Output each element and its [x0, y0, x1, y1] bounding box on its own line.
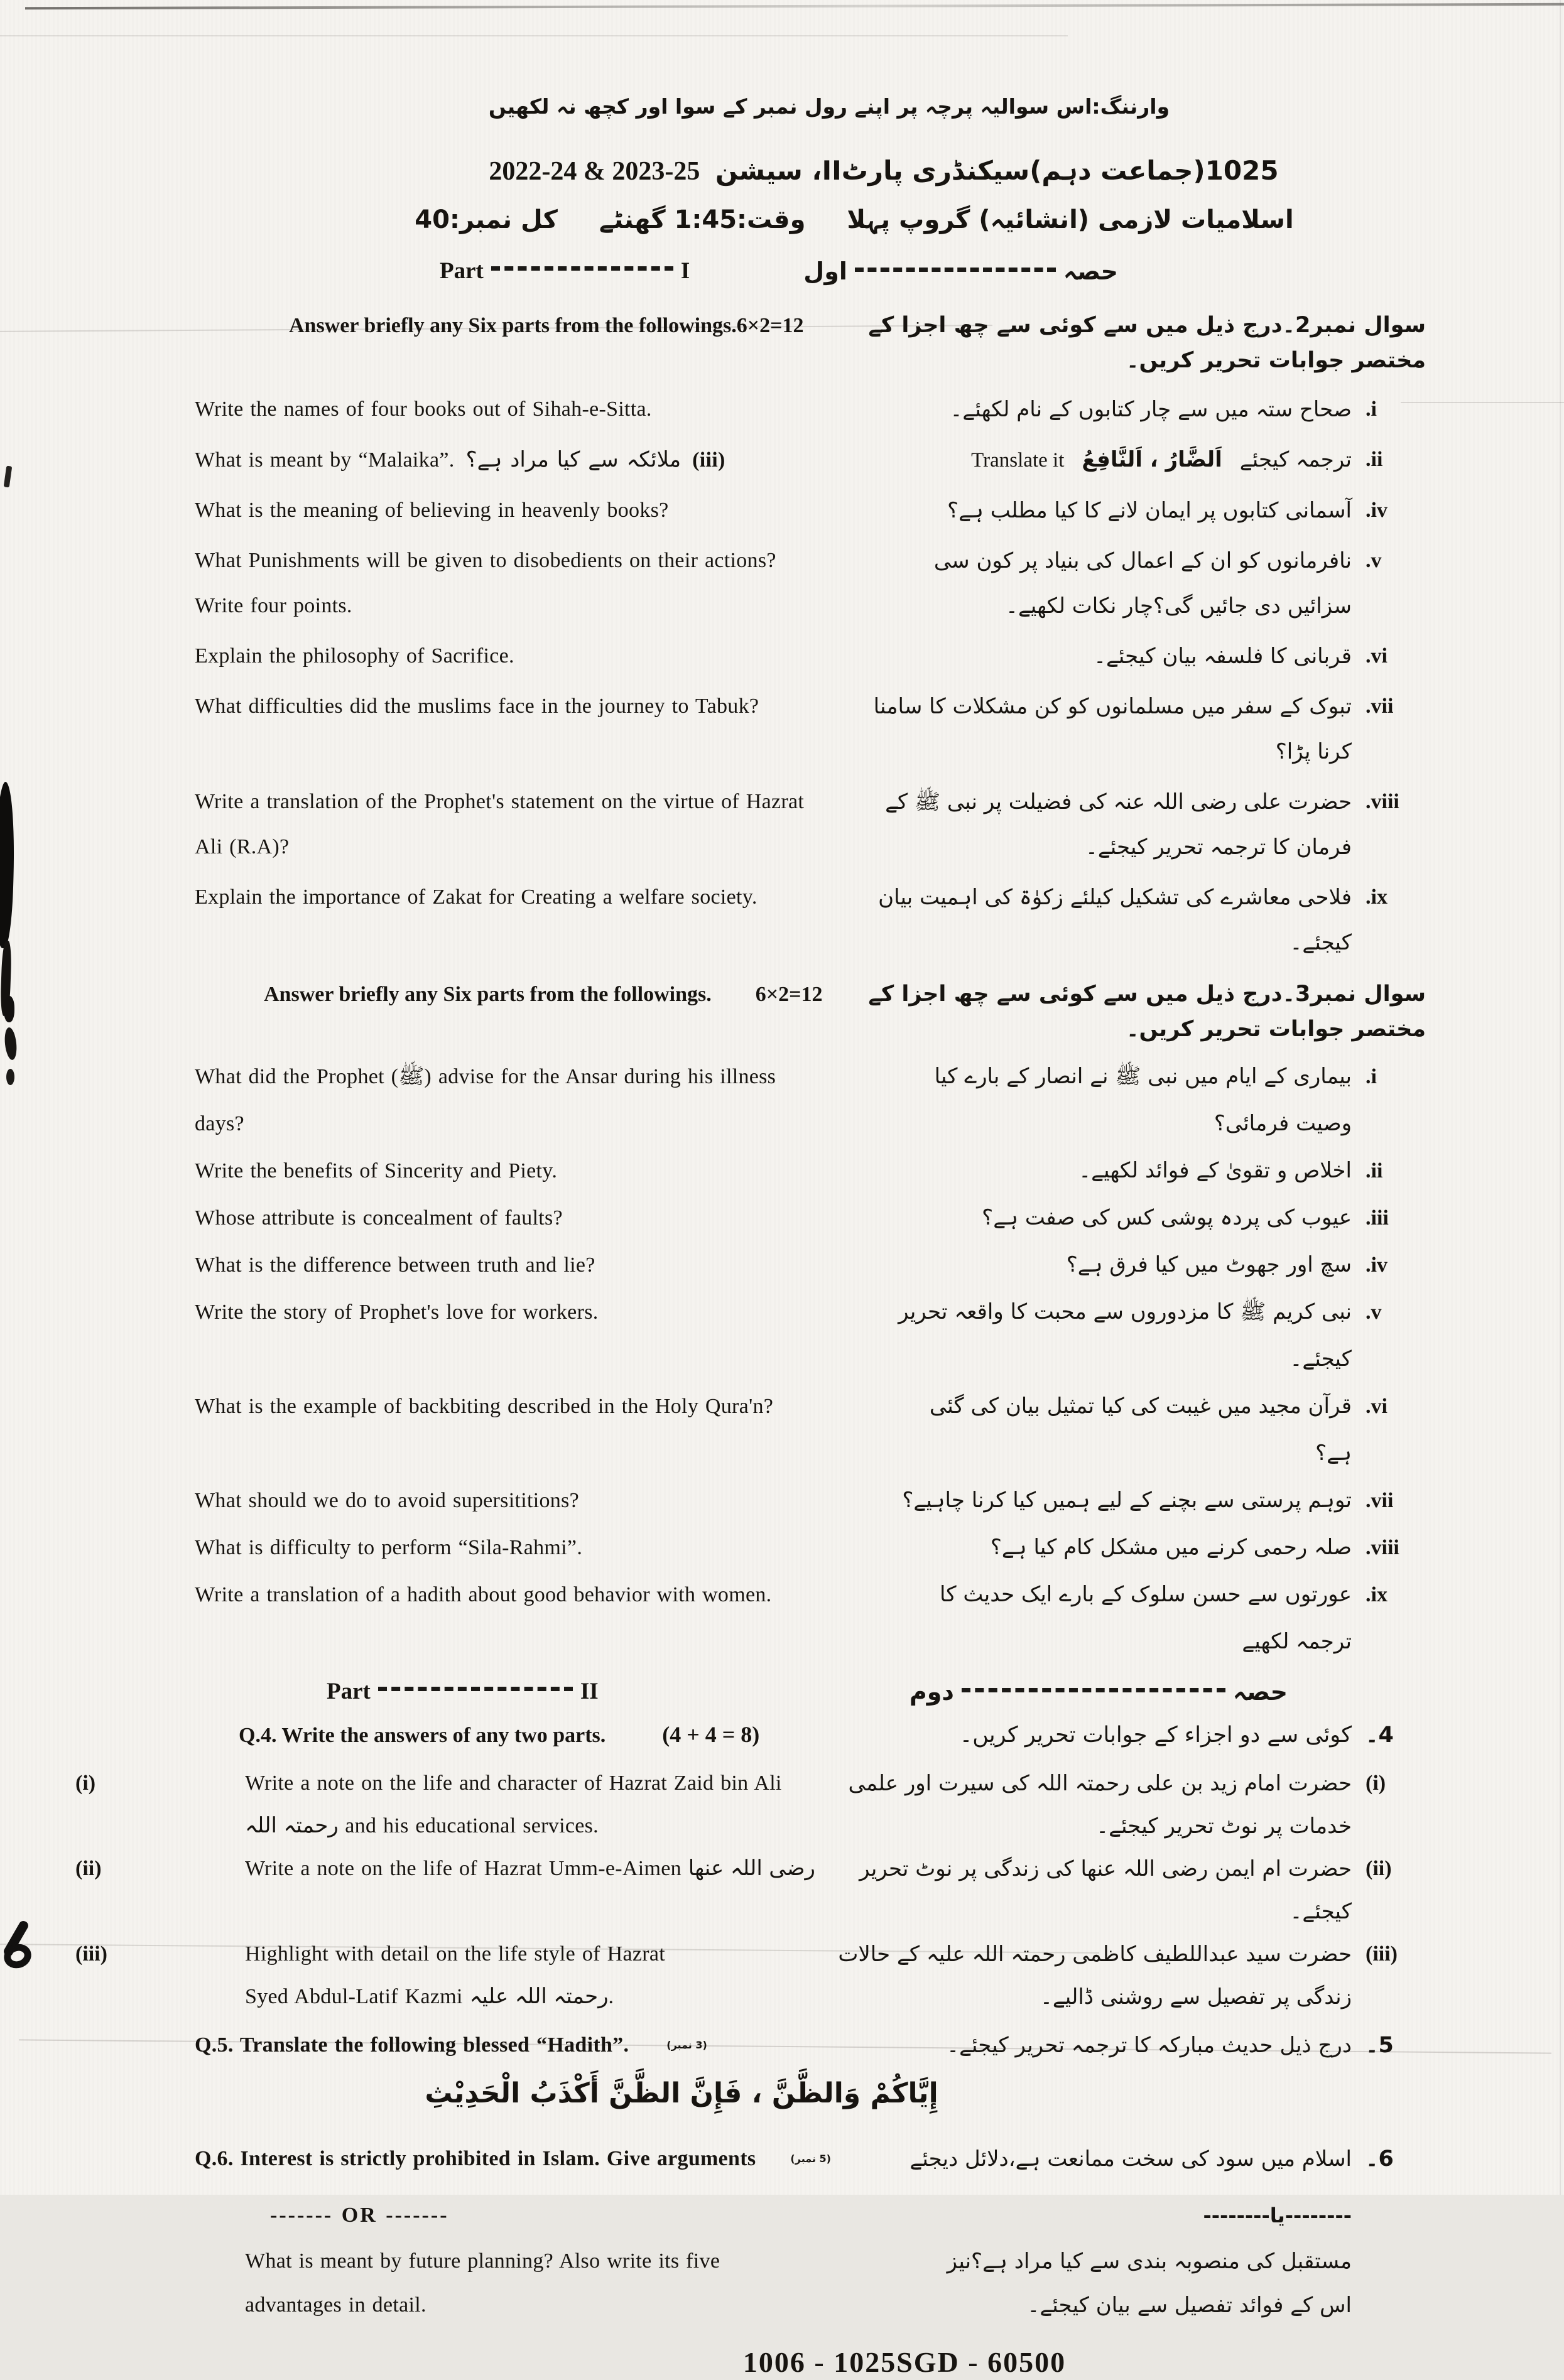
- question-number: .ix: [1366, 885, 1388, 909]
- question-number: (iii): [1366, 1942, 1398, 1966]
- question-text-en: [195, 437, 725, 483]
- q6-alt-row: [195, 2239, 1426, 2327]
- dashed-rule: [378, 1687, 573, 1691]
- question-text-ur: نافرمانوں کو ان کے اعمال کی بنیاد پر کون سی سزائیں دی جائیں گی؟چار نکات لکھیے۔: [933, 548, 1352, 619]
- question-text-ur: آسمانی کتابوں پر ایمان لانے کا کیا مطلب ہے؟: [947, 498, 1352, 523]
- or-label-en: ------- OR -------: [270, 2204, 449, 2227]
- q3-header: [195, 976, 1426, 1047]
- question-row: [195, 1053, 1426, 1147]
- question-number: (ii): [1366, 1857, 1392, 1880]
- question-row: [195, 1383, 1426, 1477]
- question-text-ur: صحاح ستہ میں سے چار کتابوں کے نام لکھئے۔: [950, 397, 1352, 422]
- question-row: [195, 1241, 1426, 1289]
- q6-row: [195, 2141, 1426, 2178]
- question-text-en-main: What is meant by “Malaika”.: [195, 448, 455, 472]
- question-row: [195, 1289, 1426, 1383]
- part-number-left: (iii): [75, 1942, 107, 1966]
- q5-number-ur: [1352, 2027, 1426, 2064]
- question-row: [195, 684, 1426, 774]
- warning-line: وارننگ:اس سوالیہ پرچہ پر اپنے رول نمبر کے سوا اور کچھ نہ لکھیں: [488, 94, 1170, 119]
- question-number: .viii: [1366, 1536, 1399, 1559]
- or-row: [195, 2199, 1426, 2232]
- part-label-ur: حصہ: [1232, 1678, 1288, 1706]
- q4-header: [195, 1717, 1426, 1753]
- part-number-ur: اول: [803, 257, 847, 285]
- q2-items: [195, 387, 1426, 965]
- q6-text-en: Q.6. Interest is strictly prohibited in Islam. Give arguments: [195, 2147, 756, 2170]
- question-row: [195, 875, 1426, 965]
- q6-number-ur: [1352, 2141, 1426, 2178]
- question-number: .ix: [1366, 1583, 1388, 1606]
- part-number-ur: دوم: [909, 1678, 954, 1706]
- part-label-en: Part: [440, 258, 484, 284]
- q4-number-ur: [1352, 1717, 1426, 1753]
- paper-code-title: 1025(جماعت دہم)سیکنڈری پارٹII، سیشن: [715, 155, 1279, 186]
- question-row: [195, 1477, 1426, 1524]
- question-text-en: What is the meaning of believing in heavenly books?: [195, 499, 669, 522]
- q4-header-ur: کوئی سے دو اجزاء کے جوابات تحریر کریں۔: [959, 1723, 1352, 1748]
- q4-items: [75, 1762, 1426, 2018]
- question-row: [75, 1933, 1426, 2018]
- q3-header-en: Answer briefly any Six parts from the followings.: [264, 983, 712, 1006]
- question-row: [195, 634, 1426, 679]
- q2-header: [195, 308, 1426, 378]
- q6-alt-text-ur: مستقبل کی منصوبہ بندی سے کیا مراد ہے؟نیز اس کے فوائد تفصیل سے بیان کیجئے۔: [947, 2249, 1352, 2318]
- or-label-ur: --------یا--------: [1203, 2204, 1352, 2227]
- question-text-ur: سچ اور جھوٹ میں کیا فرق ہے؟: [1066, 1252, 1352, 1277]
- question-text-ur: قربانی کا فلسفہ بیان کیجئے۔: [1094, 644, 1352, 669]
- question-number: .iv: [1366, 499, 1388, 522]
- question-number: .iv: [1366, 1253, 1388, 1277]
- question-text-ur: قرآن مجید میں غیبت کی کیا تمثیل بیان کی گئی ہے؟: [929, 1393, 1352, 1466]
- question-text-en: Explain the importance of Zakat for Creating a welfare society.: [195, 885, 758, 909]
- question-text-ur: فلاحی معاشرے کی تشکیل کیلئے زکوٰۃ کی اہمیت بیان کیجئے۔: [878, 885, 1352, 955]
- question-text-ur: حضرت سید عبداللطیف کاظمی رحمتہ اللہ علیہ کے حالات زندگی پر تفصیل سے روشنی ڈالیے۔: [838, 1942, 1352, 2009]
- question-text-ur: بیماری کے ایام میں نبی ﷺ نے انصار کے بارے کیا وصیت فرمائی؟: [934, 1064, 1352, 1136]
- q3-marks: 6×2=12: [755, 983, 823, 1006]
- question-text-en: Highlight with detail on the life style of Hazrat Syed Abdul-Latif Kazmi رحمتہ اللہ علیہ.: [245, 1942, 665, 2008]
- q4-number-ur-text: 4۔: [1366, 1723, 1394, 1748]
- question-number: .vii: [1366, 1489, 1394, 1512]
- question-text-en: What is the example of backbiting described in the Holy Qura'n?: [195, 1395, 774, 1418]
- time-allowed: وقت:1:45 گھنٹے: [599, 205, 806, 234]
- q4-marks: (4 + 4 = 8): [662, 1722, 760, 1747]
- arabic-words: اَلضَّارُ ، اَلنَّافِعُ: [1082, 447, 1222, 472]
- total-marks: کل نمبر:40: [415, 205, 558, 234]
- question-text-en: Write a note on the life and character of Hazrat Zaid bin Ali رحمتہ اللہ and his educational services.: [245, 1771, 782, 1837]
- translate-label-ur: ترجمہ کیجئے: [1239, 447, 1352, 472]
- question-row: [75, 1762, 1426, 1847]
- question-row: [195, 488, 1426, 533]
- part-number-en: II: [580, 1679, 599, 1704]
- q5-row: [195, 2027, 1426, 2064]
- q5-text-en: Q.5. Translate the following blessed “Hadith”.: [195, 2033, 629, 2057]
- question-number: .i: [1366, 398, 1377, 421]
- footer-code: 1006 - 1025SGD - 60500: [742, 2346, 1067, 2378]
- part-number-en: I: [680, 258, 690, 284]
- dashed-rule: [962, 1688, 1225, 1692]
- question-text-en: Write a translation of a hadith about good behavior with women.: [195, 1583, 772, 1606]
- question-row: [195, 1524, 1426, 1571]
- question-text-ur: حضرت علی رضی اللہ عنہ کی فضیلت پر نبی ﷺ کے فرمان کا ترجمہ تحریر کیجئے۔: [885, 789, 1352, 860]
- session-years: 2022-24 & 2023-25: [489, 157, 700, 186]
- question-number: .v: [1366, 1301, 1382, 1324]
- question-row: [195, 387, 1426, 432]
- question-subnumber: (iii): [692, 448, 725, 472]
- question-row: [195, 779, 1426, 870]
- question-text-en: Write a note on the life of Hazrat Umm-e-Aimen رضی اللہ عنھا: [245, 1857, 815, 1880]
- part1-heading: [195, 254, 1426, 290]
- q6-number-ur-text: 6۔: [1366, 2146, 1394, 2172]
- part-number-left: (i): [75, 1771, 96, 1795]
- question-text-ur: تبوک کے سفر میں مسلمانوں کو کن مشکلات کا سامنا کرنا پڑا؟: [873, 694, 1352, 764]
- q5-text-ur: درج ذیل حدیث مبارکہ کا ترجمہ تحریر کیجئے۔: [947, 2033, 1352, 2058]
- question-text-ur: توہم پرستی سے بچنے کے لیے ہمیں کیا کرنا چاہیے؟: [902, 1488, 1352, 1513]
- question-number: .ii: [1366, 1159, 1383, 1182]
- hadith-arabic: إِيَّاكُمْ وَالظَّنَّ ، فَإِنَّ الظَّنَّ أَكْذَبُ الْحَدِيْثِ: [425, 2077, 938, 2109]
- question-text-en: What should we do to avoid supersititions?: [195, 1489, 579, 1512]
- q6-alt-text-en: What is meant by future planning? Also write its five advantages in detail.: [245, 2249, 720, 2317]
- q5-marks-ur: (3 نمبر): [666, 2039, 707, 2051]
- q2-header-ur: سوال نمبر2۔درج ذیل میں سے کوئی سے چھ اجزا کے مختصر جوابات تحریر کریں۔: [868, 313, 1426, 373]
- question-text-en: What difficulties did the muslims face in the journey to Tabuk?: [195, 695, 759, 718]
- question-text-en: Whose attribute is concealment of faults?: [195, 1206, 563, 1230]
- q3-header-ur: سوال نمبر3۔درج ذیل میں سے کوئی سے چھ اجزا کے مختصر جوابات تحریر کریں۔: [868, 982, 1426, 1042]
- question-row: [75, 1847, 1426, 1933]
- q5-number-ur-text: 5۔: [1366, 2033, 1394, 2058]
- question-text-en: Explain the philosophy of Sacrifice.: [195, 644, 514, 668]
- part1-heading-en: [440, 254, 690, 290]
- question-text-en: What is difficulty to perform “Sila-Rahmi”.: [195, 1536, 583, 1559]
- subject-name: اسلامیات لازمی (انشائیہ) گروپ پہلا: [847, 205, 1294, 234]
- question-text-inline-ur: ملائکہ سے کیا مراد ہے؟: [465, 447, 682, 472]
- q6-marks-ur: (5 نمبر): [790, 2153, 831, 2165]
- q6-text-ur: اسلام میں سود کی سخت ممانعت ہے،دلائل دیجئے: [910, 2146, 1352, 2172]
- part-label-en: Part: [327, 1679, 371, 1704]
- question-row: [195, 437, 1426, 483]
- part-number-left: (ii): [75, 1857, 102, 1880]
- q2-header-en: Answer briefly any Six parts from the followings.6×2=12: [289, 314, 804, 337]
- question-text-ur: حضرت امام زید بن علی رحمتہ اللہ کی سیرت اور علمی خدمات پر نوٹ تحریر کیجئے۔: [848, 1771, 1352, 1839]
- question-text-ur: عورتوں سے حسن سلوک کے بارے ایک حدیث کا ترجمہ لکھیے: [940, 1582, 1352, 1654]
- question-row: [195, 1571, 1426, 1665]
- q3-items: [195, 1053, 1426, 1665]
- question-row: [195, 538, 1426, 629]
- question-number: .viii: [1366, 790, 1399, 813]
- question-number: .vi: [1366, 1395, 1388, 1418]
- question-text-ur: اخلاص و تقویٰ کے فوائد لکھیے۔: [1078, 1158, 1352, 1183]
- question-number: .vii: [1366, 695, 1394, 718]
- question-text-en: Write the story of Prophet's love for workers.: [195, 1301, 599, 1324]
- question-text-ur: [946, 437, 1352, 483]
- question-text-ur: حضرت ام ایمن رضی اللہ عنھا کی زندگی پر نوٹ تحریر کیجئے۔: [859, 1856, 1352, 1924]
- paper-title-line1: [195, 153, 1426, 190]
- question-number: .vi: [1366, 644, 1388, 668]
- question-text-en: Write the names of four books out of Sihah-e-Sitta.: [195, 398, 652, 421]
- question-text-ur: نبی کریم ﷺ کا مزدوروں سے محبت کا واقعہ تحریر کیجئے۔: [898, 1299, 1352, 1371]
- dashed-rule: [855, 268, 1056, 272]
- question-text-en: What did the Prophet (ﷺ) advise for the Ansar during his illness days?: [195, 1065, 776, 1135]
- part2-heading-ur: [910, 1674, 1288, 1711]
- part2-heading-en: [327, 1674, 599, 1711]
- question-number: (i): [1366, 1771, 1386, 1795]
- question-row: [195, 1147, 1426, 1194]
- part2-heading: [195, 1674, 1426, 1711]
- question-text-ur: عیوب کی پردہ پوشی کس کی صفت ہے؟: [982, 1205, 1352, 1230]
- question-number: .ii: [1366, 448, 1383, 471]
- q4-header-en: Q.4. Write the answers of any two parts.: [239, 1724, 606, 1747]
- question-text-en: What is the difference between truth and lie?: [195, 1253, 595, 1277]
- question-number: .v: [1366, 549, 1382, 572]
- paper-title-line2: [195, 202, 1426, 237]
- question-number: .iii: [1366, 1206, 1389, 1230]
- dashed-rule: [491, 266, 673, 271]
- translate-label-en: Translate it: [971, 449, 1065, 472]
- question-text-ur: صلہ رحمی کرنے میں مشکل کام کیا ہے؟: [990, 1535, 1352, 1560]
- question-row: [195, 1194, 1426, 1241]
- question-text-en: Write the benefits of Sincerity and Piety.: [195, 1159, 558, 1182]
- part1-heading-ur: [803, 254, 1118, 290]
- question-text-en: What Punishments will be given to disobedients on their actions? Write four points.: [195, 549, 776, 617]
- part-label-ur: حصہ: [1063, 257, 1118, 285]
- question-text-en: Write a translation of the Prophet's statement on the virtue of Hazrat Ali (R.A)?: [195, 790, 805, 858]
- question-number: .i: [1366, 1065, 1377, 1088]
